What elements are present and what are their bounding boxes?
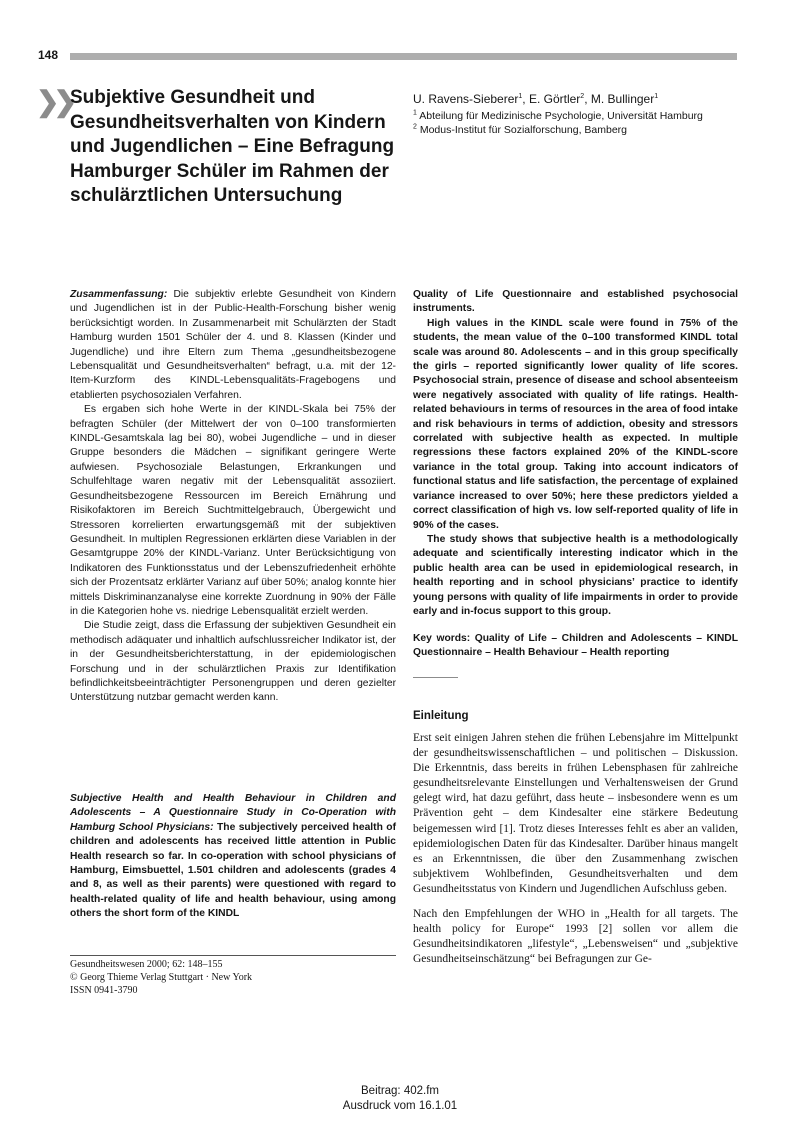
print-note [0, 1084, 800, 1113]
header-rule [70, 53, 737, 60]
author-names [413, 92, 743, 107]
abstract-text-1: The subjectively perceived health of children and adolescents has received little attention in Public Health research so far. In co-operation with school physicians of Hamburg, Eimsbuettel, 1.501 children and adolescents (grades 4 and 8, as well as their parents) were questioned with regard to health-related quality of life and health behaviour, using among others the short form of the KINDL [70, 821, 396, 920]
author-3-affiliation-mark: 1 [654, 93, 659, 100]
abstract-paragraph-1-continued: Quality of Life Questionnaire and established psychosocial instruments. [413, 289, 738, 315]
article-title: Subjektive Gesundheit und Gesundheitsverhalten von Kindern und Jugendlichen – Eine Befragung Hamburger Schüler im Rahmen der schulärztlichen Untersuchung [70, 87, 395, 206]
english-abstract-continued [413, 288, 738, 619]
journal-issn: ISSN 0941-3790 [70, 985, 138, 996]
abstract-paragraph-3: The study shows that subjective health is a methodologically adequate and scientifically interesting indicator which in the public health area can be used in epidemiological research, in health reporting and in school physicians’ practice to identify young persons with quality of life impairments in order to provide early and in-focus support to this group. [413, 533, 738, 617]
intro-paragraph-1: Erst seit einigen Jahren stehen die frühen Lebensjahre im Mittelpunkt der gesundheitswissenschaftlichen – und politischen – Diskussion. Die Erkenntnis, dass bereits in frühen Lebensphasen für zahlreiche gesundheitsrelevante Einstellungen und Verhaltensweisen der Grund gelegt wird, hat dazu geführt, dass heute – insbesondere wenn es um Prävention geht – dem Kindesalter eine stärkere Bedeutung beigemessen wird [1]. Trotz dieses Interesses fehlt es aber an validen, epidemiologischen Daten für das Kindesalter. Darüber hinaus mangelt es an Erkenntnissen, die über den Zusammenhang zwischen subjektivem Wohlbefinden, Gesundheitsverhalten und dem Gesundheitsstatus von Kindern und Jugendlichen Aufschluss geben. [413, 732, 738, 895]
journal-info [70, 958, 252, 997]
abstract-paragraph-2: High values in the KINDL scale were found in 75% of the students, the mean value of the 0–100 transformed KINDL total scale was around 80. Adolescents – and in this group specifically the girls – reported significantly lower quality of life scores. Psychosocial strain, presence of disease and school absenteeism were negatively associated with quality of life ratings. Health-related behaviours in terms of resources in the area of food intake and risk behaviours in terms of addiction, obesity and stressors correlated with subjective health as expected. In multiple regressions these factors explained 20% of the KINDL-score variance in the total group. Taking into account indicators of functional status and life satisfaction, the percentage of explained variance increased to over 50%; here these predictors yielded a correct classification of high vs. low self-reported quality of life in 90% of the cases. [413, 317, 738, 531]
summary-text-1: Die subjektiv erlebte Gesundheit von Kindern und Jugendlichen ist in der Public-Health-Forschung bisher wenig berücksichtigt worden. In Zusammenarbeit mit Schulärzten der Stadt Hamburg wurden 1501 Schüler der 4. und 8. Klassen (Kinder und Jugendliche) und ihre Eltern zum Thema „gesundheitsbezogene Lebensqualität und Gesundheitsverhalten“ befragt, u.a. mit der 12-Item-Kurzform des KINDL-Lebensqualitäts-Fragebogens und etablierten psychosozialen Verfahren. [70, 289, 396, 401]
keywords-label: Key words: [413, 633, 471, 644]
keywords-divider [413, 677, 458, 678]
abstract-label: Subjective Health and Health Behaviour in Children and Adolescents – A Questionnaire Study in Co-Operation with Hamburg School Physicians: [70, 793, 396, 833]
author-block [413, 92, 743, 137]
affiliation-1-number: 1 [413, 109, 417, 117]
english-abstract-start [70, 792, 396, 922]
affiliation-2-text: Modus-Institut für Sozialforschung, Bamberg [416, 123, 628, 136]
keywords-line [413, 632, 738, 661]
abstract-paragraph-1 [70, 792, 396, 922]
affiliation-2 [413, 124, 743, 138]
author-2-affiliation-mark: 2 [580, 93, 585, 100]
author-2: , E. Görtler [522, 92, 581, 106]
author-1: U. Ravens-Sieberer [413, 92, 519, 106]
intro-paragraph-2: Nach den Empfehlungen der WHO in „Health for all targets. The health policy for Europe“ 1993 [2] sollen vor allem die Gesundheitsindikatoren „lifestyle“, „Lebensweisen“ und „subjektive Gesundheitseinschätzung“ bei Befragungen zur Ge- [413, 908, 738, 966]
affiliation-1-text: Abteilung für Medizinische Psychologie, Universität Hamburg [416, 110, 703, 122]
affiliation-1 [413, 110, 743, 124]
section-heading: Einleitung [413, 710, 469, 722]
author-1-affiliation-mark: 1 [518, 93, 523, 100]
double-chevron-icon: ❯❯ [36, 86, 71, 117]
author-3: , M. Bullinger [584, 92, 655, 106]
print-note-date: Ausdruck vom 16.1.01 [342, 1099, 458, 1112]
summary-paragraph-1 [70, 288, 396, 403]
page-number: 148 [38, 48, 59, 62]
summary-paragraph-3: Die Studie zeigt, dass die Erfassung der subjektiven Gesundheit ein methodisch adäquater und inhaltlich aufschlussreicher Indikator ist, der in der Gesundheitsberichterstattung, in der epidemiologischen Forschung und in der schulärztlichen Praxis zur Identifikation befindlichkeitsbeeinträchtigter Personengruppen und deren gezielter Unterstützung nutzbar gemacht werden kann. [70, 620, 396, 704]
affiliation-2-number: 2 [413, 123, 417, 130]
introduction-body [413, 731, 738, 977]
journal-citation: Gesundheitswesen 2000; 62: 148–155 [70, 959, 223, 970]
journal-publisher: © Georg Thieme Verlag Stuttgart · New York [70, 972, 253, 983]
print-note-file: Beitrag: 402.fm [361, 1085, 439, 1097]
keywords [413, 632, 738, 661]
summary-paragraph-2: Es ergaben sich hohe Werte in der KINDL-Skala bei 75% der befragten Schüler (der Mittelwert der von 0–100 transformierten KINDL-Gesamtskala lag bei 80), wobei Jugendliche – und in dieser Gruppe besonders die Mädchen – signifikant geringere Werte aufwiesen. Psychosoziale Belastungen, Erkrankungen und Schulfehltage waren negativ mit der Lebensqualität assoziiert. Gesundheitsbezogene Ressourcen im Bereich Ernährung und Risikofaktoren im Bereich Suchtmittelgebrauch, Übergewicht und Stressoren korrelierten erwartungsgemäß mit der subjektiven Gesundheit. In multiplen Regressionen erklärten diese Variablen in der Gesamtgruppe 20% der KINDL-Varianz. Unter Berücksichtigung von Indikatoren des Funktionsstatus und der Lebenszufriedenheit erhöhte sich der Prozentsatz erklärter Varianz auf über 50%; analog konnte hier mittels Diskriminanzanalyse eine korrekte Zuordnung in 90% der Fälle in die Kategorien hohe vs. niedrige Lebensqualität erzielt werden. [70, 404, 396, 617]
german-summary [70, 288, 396, 706]
footer-rule [70, 955, 396, 956]
summary-label: Zusammenfassung: [70, 289, 168, 300]
keywords-text: Quality of Life – Children and Adolescents – KINDL Questionnaire – Health Behaviour – Health reporting [413, 633, 738, 659]
